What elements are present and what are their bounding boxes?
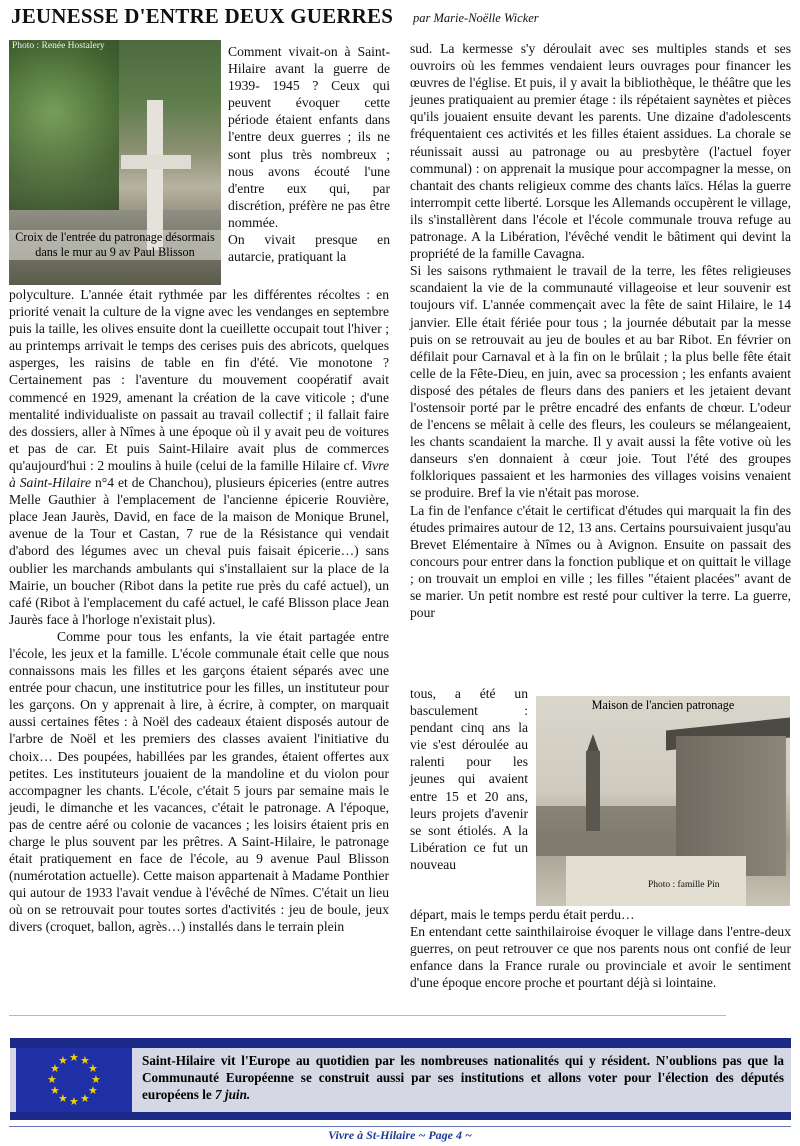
paragraph-fetes: Si les saisons rythmaient le travail de la terre, les fêtes religieuses scandaient la vie de la communauté villageoise et leur souvenir est toujours vif. L'année commençait avec la fête de saint Hilaire, le 14 janvier. Elle était fériée pour tous ; la journée débutait par la messe puis on se retrouvait au jeu de boules et au bar Ribot. En février on défilait pour Carnaval et à la fin on le brûlait ; la plus belle fête était celle de la Fête-Dieu, en juin, avec sa procession ; les enfants avaient disposé des pétales de fleurs dans des paniers et les jetaient devant l'ostensoir porté par le prêtre encadré des enfants de chœur. L'odeur de l'encens se mêlait à celle des fleurs, les couleurs se mélangeaient, les chants scandaient la marche. Il y avait aussi la fête votive où les danseurs s'en donnaient à cœur joie. Tout l'été des groupes folkloriques passaient et les harmonies des villages voisins venaient se produire. Bref la vie n'était pas morose. — [410, 263, 791, 501]
paragraph-depart: départ, mais le temps perdu était perdu… — [410, 907, 635, 922]
photo-caption: Croix de l'entrée du patronage désormais dans le mur au 9 av Paul Blisson — [9, 230, 221, 260]
photo-credit: Photo : Renée Hostalery — [12, 41, 105, 51]
eu-flag-icon — [16, 1048, 132, 1112]
paragraph-guerre: tous, a été un basculement : pendant cinq ans la vie s'est déroulée au ralenti pour les jeunes qui avaient entre 15 et 20 ans, leurs projets d'avenir se sont étiolés. A la Libération ce fut un nouveau — [410, 686, 528, 872]
paragraph-intro: Comment vivait-on à Saint-Hilaire avant la guerre de 1939- 1945 ? Ceux qui peuvent évoquer cette période étaient enfants dans l'entre deux guerres ; ils ne sont plus très nombreux ; nous avons écouté l'une d'entre eux qui, par discrétion, préfère ne pas être nommée. — [228, 44, 390, 230]
photo-trees — [536, 806, 676, 856]
eu-star-icon: ★ — [88, 1085, 98, 1097]
eu-star-icon: ★ — [58, 1093, 68, 1106]
photo-foliage — [9, 40, 119, 220]
paragraph-polyculture — [9, 286, 389, 628]
eu-star-icon: ★ — [47, 1074, 57, 1086]
author-byline: par Marie-Noëlle Wicker — [413, 11, 539, 25]
cross-photo — [9, 40, 221, 285]
paragraph-conclusion: En entendant cette sainthilairoise évoquer le village dans l'entre-deux guerres, on peut retrouver ce que nos parents nous ont confié de leur enfance dans la France rurale ou provinciale et avoir le sentiment d'une époque encore proche et pourtant déjà si lointaine. — [410, 924, 791, 991]
paragraph-certificat: La fin de l'enfance c'était le certificat d'études qui marquait la fin des études primaires autour de 12, 13 ans. Certains poursuivaient jusqu'au Brevet Elémentaire à Nîmes ou à Avignon. Ensuite on passait des concours pour entrer dans la fonction publique et on quittait le village ; on trouvait un emploi en ville ; les filles "étaient placées" avant de se marier. Un petit nombre est resté pour cultiver la terre. La guerre, pour — [410, 502, 791, 621]
banner-date: 7 juin. — [215, 1087, 251, 1102]
patronage-photo — [536, 696, 790, 906]
banner-message: Saint-Hilaire vit l'Europe au quotidien par les nombreuses nationalités qui y résident. N'oublions pas que la Communauté Européenne se construit aussi par ses institutions et allons voter pour l'élection des députés européens le — [142, 1053, 784, 1102]
eu-star-icon: ★ — [91, 1074, 101, 1086]
cross-arm — [121, 155, 191, 169]
house-building — [676, 736, 786, 876]
banner-stripe-bottom — [10, 1112, 791, 1120]
article-left-column — [9, 286, 389, 936]
page-footer: Vivre à St-Hilaire ~ Page 4 ~ — [328, 1128, 472, 1142]
paragraph-kermesse: sud. La kermesse s'y déroulait avec ses multiples stands et ses ouvroirs où les femmes vendaient leurs ouvrages pour financer les œuvres de l'église. Et puis, il y avait la bibliothèque, le théâtre que les jeunes pratiquaient au premier étage : ils répétaient saynètes et pièces qu'ils jouaient ensuite devant les parents. Une dizaine d'adolescents fréquentaient ces activités et les filles étaient assidues. La chorale se réunissait aussi au patronage ou au presbytère (l'actuel foyer communal) : on apprenait la musique pour accompagner la messe, on chantait des chants religieux comme des chants laïcs. Hélas la guerre interrompit cette liberté. Lorsque les Allemands occupèrent le village, ils s'installèrent dans l'école et l'école communale trouva refuge au patronage. A la Libération, l'évêché vendit le bâtiment qui devint la propriété de la famille Cavagna. — [410, 41, 791, 262]
page-title: JEUNESSE D'ENTRE DEUX GUERRES — [11, 4, 394, 28]
eu-star-icon: ★ — [80, 1093, 90, 1106]
article-wrap-column — [410, 685, 528, 873]
photo-caption: Maison de l'ancien patronage — [591, 698, 735, 712]
paragraph-autarcie-start — [228, 231, 390, 265]
banner-text — [142, 1052, 784, 1103]
eu-star-icon: ★ — [49, 1063, 60, 1075]
eu-star-icon: ★ — [80, 1054, 90, 1067]
article-right-column — [410, 40, 791, 621]
eu-star-icon: ★ — [58, 1054, 68, 1067]
eu-star-icon: ★ — [69, 1052, 79, 1064]
article-conclusion — [410, 906, 791, 991]
text-autarcie-start: On vivait presque en autarcie, pratiquant la — [228, 232, 390, 265]
paragraph-school: Comme pour tous les enfants, la vie était partagée entre l'école, les jeux et la famille. L'école communale était celle que nous connaissons mais les filles et les garçons étaient séparés avec une entrée pour chacun, une institutrice pour les filles, un instituteur pour les garçons. On y apprenait à lire, à écrire, à compter, on marquait aussi certaines fêtes : à Noël des cadeaux étaient disposés autour de l'arbre de Noël et les premiers des classes avaient l'initiative du choix… Des poupées, habillées par les grandes, étaient offertes aux petites. Les instituteurs jouaient de la mandoline et du violon pour accompagner les chants. L'école, c'était 5 jours par semaine mais le jeudi, le dimanche et les vacances, c'était le patronage. A l'époque, pas de centre aéré ou colonie de vacances ; les loisirs étaient pris en charge le plus souvent par les prêtres. A Saint-Hilaire, le patronage était pratiquement en face de l'école, au 9 avenue Paul Blisson (numérotation actuelle). Cette maison appartenait à Madame Ponthier qui autour de 1933 l'avait vendue à l'évêché de Nîmes. C'était un lieu où on se retrouvait pour toutes sortes d'activités : jeu de boule, jeux divers (croquet, ballon, agrès…) installés dans le terrain plein — [9, 628, 389, 935]
eu-star-icon: ★ — [49, 1085, 60, 1097]
eu-star-icon: ★ — [69, 1096, 79, 1108]
article-intro-column — [228, 43, 390, 265]
eu-star-icon: ★ — [88, 1063, 98, 1075]
section-divider — [9, 1015, 726, 1016]
text-commerces: n°4 et de Chanchou), plusieurs épiceries (entre autres Melle Gauthier à l'emplacement de l'ancienne épicerie Rouvière, place Jean Jaurès, David, en face de la maison de Monique Brunel, avenue de la Tour et Castan, 7 rue de la Résistance qui vendait d'abord des légumes avec un cheval puis faisait épicerie…) sans oublier les marchands ambulants qui s'installaient sur la place de la Mairie, un boucher (Ribot dans la petite rue près du café actuel), un café (Ribot à l'emplacement du café actuel, le café Blisson place Jean Jaurès face à l'horloge n'existait plus). — [9, 475, 389, 627]
church-tower — [586, 751, 600, 831]
cross-shape — [147, 100, 163, 250]
photo-credit: Photo : famille Pin — [648, 880, 720, 890]
text-polyculture: polyculture. L'année était rythmée par les différentes récoltes : en priorité venait la culture de la vigne avec les vendanges en septembre puis la taille, les olives ensuite dont la cueillette occupait tout l'hiver ; au printemps arrivait le temps des cerises puis des abricots, quelques asperges, les raisins de table en fin d'été. Vie monotone ? Certainement pas : l'aventure du mouvement coopératif avait commencé en 1929, amenant la création de la cave viticole ; d'une mentalité individualiste on passait au travail collectif ; il fallait faire des dossiers, aller à Nîmes à une époque où il y avait peu de voitures et pas de car. Et puis Saint-Hilaire avait plus de commerces qu'aujourd'hui : 2 moulins à huile (celui de la famille Hilaire cf. — [9, 287, 389, 473]
footer-divider — [9, 1126, 791, 1127]
europe-banner — [10, 1038, 791, 1120]
banner-stripe-top — [10, 1038, 791, 1048]
text-magazine-ref: Vivre à Saint-Hilaire — [9, 457, 389, 491]
